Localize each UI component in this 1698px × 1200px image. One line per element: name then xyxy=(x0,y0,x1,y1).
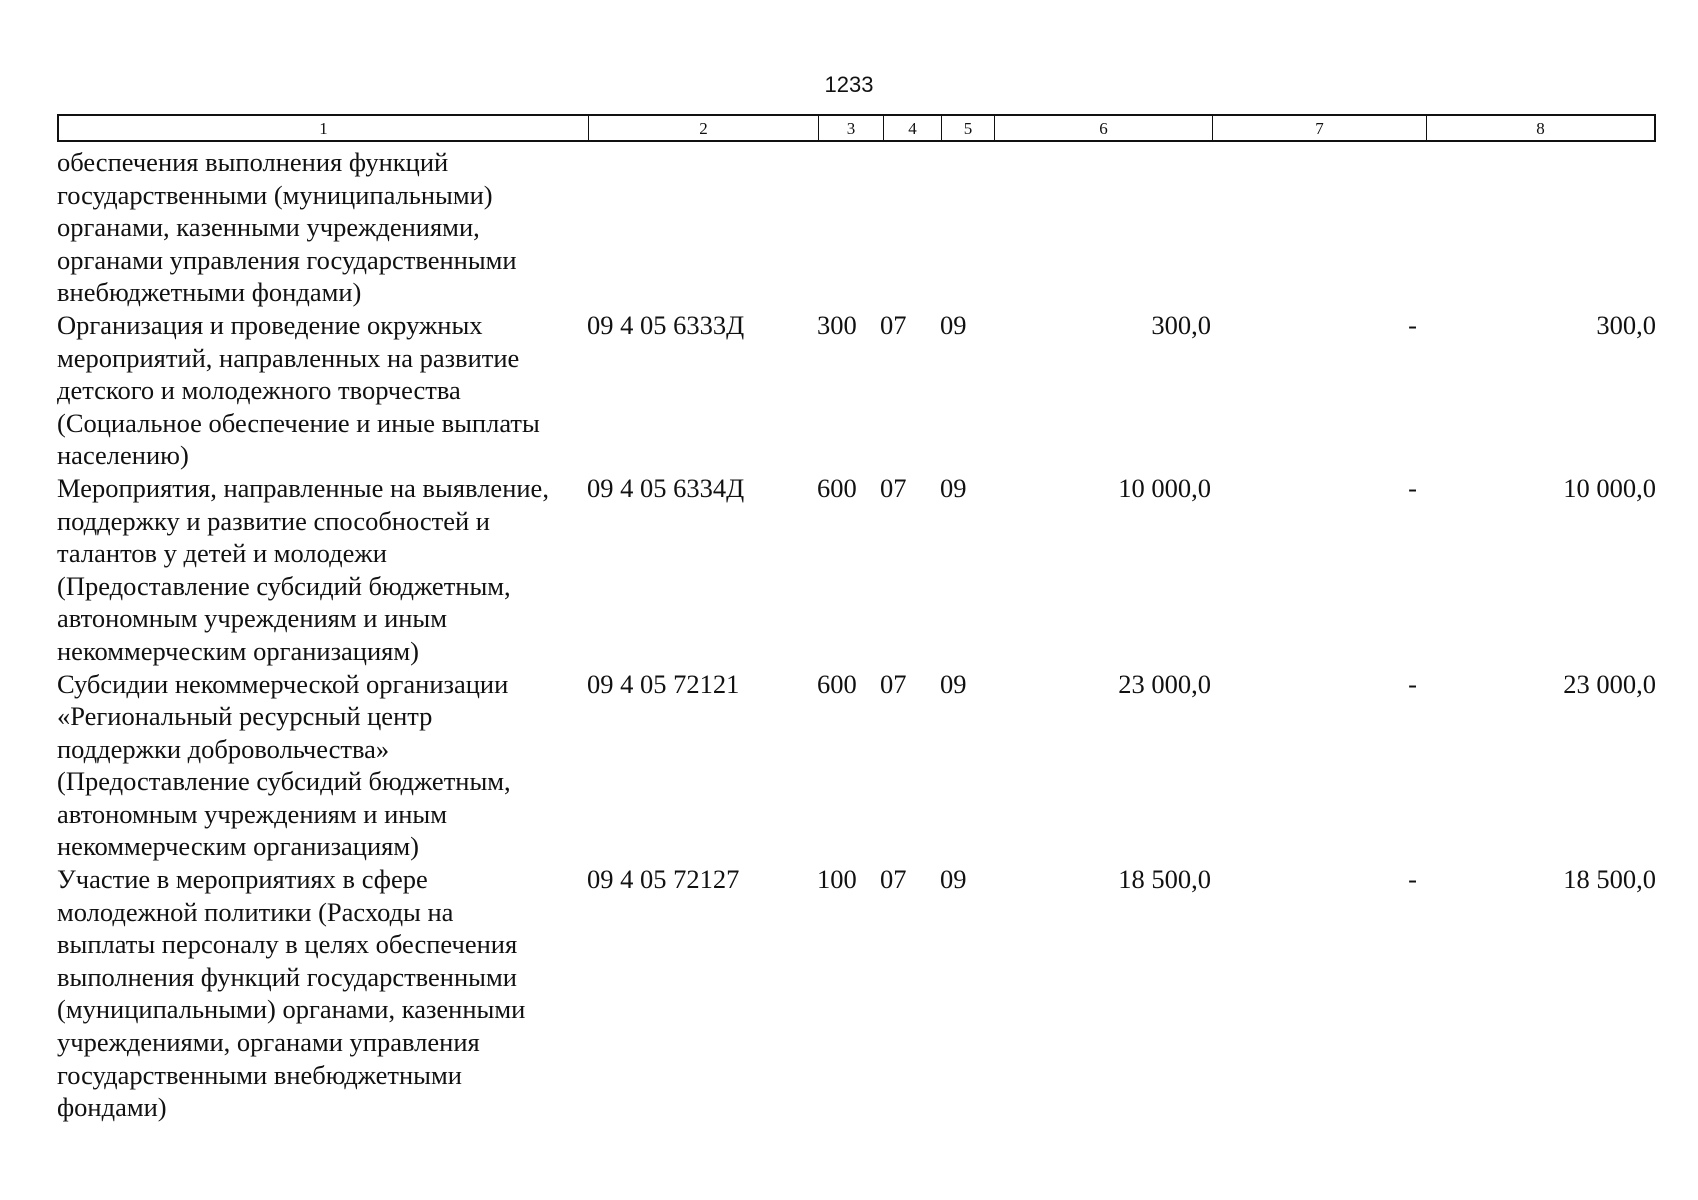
description-line: обеспечения выполнения функций xyxy=(57,147,449,177)
table-body xyxy=(57,146,1656,1124)
description-line: Субсидии некоммерческой организации xyxy=(57,668,509,699)
description-line: Мероприятия, направленные на выявление, xyxy=(57,472,549,503)
row-description xyxy=(57,146,587,309)
row-section xyxy=(880,146,940,309)
header-col-1: 1 xyxy=(59,116,589,140)
row-section: 07 xyxy=(880,668,907,699)
header-col-5: 5 xyxy=(942,116,995,140)
row-total: 10 000,0 xyxy=(1563,472,1656,503)
row-amount xyxy=(993,146,1211,309)
row-subsection: 09 xyxy=(940,472,967,503)
description-line: государственными внебюджетными xyxy=(57,1059,462,1090)
description-line: государственными (муниципальными) xyxy=(57,179,493,210)
row-subsection: 09 xyxy=(940,864,967,895)
description-line: «Региональный ресурсный центр xyxy=(57,701,433,732)
description-line: некоммерческим организациям) xyxy=(57,831,419,862)
row-section: 07 xyxy=(880,472,907,503)
description-line: некоммерческим организациям) xyxy=(57,635,419,666)
table-row xyxy=(57,472,1656,668)
description-line: выплаты персоналу в целях обеспечения xyxy=(57,929,518,960)
description-line: поддержку и развитие способностей и xyxy=(57,505,490,536)
row-amount: 18 500,0 xyxy=(1118,864,1211,895)
row-total: 300,0 xyxy=(1596,309,1656,340)
description-line: Организация и проведение окружных xyxy=(57,309,483,340)
description-line: (Предоставление субсидий бюджетным, xyxy=(57,570,511,601)
header-col-6: 6 xyxy=(995,116,1213,140)
row-type: 300 xyxy=(817,309,857,340)
description-line: органами, казенными учреждениями, xyxy=(57,212,480,243)
row-code: 09 4 05 72127 xyxy=(587,864,740,895)
row-code xyxy=(587,146,817,309)
row-change xyxy=(1211,146,1425,309)
table-row xyxy=(57,146,1656,309)
header-col-8: 8 xyxy=(1536,119,1545,138)
description-line: (муниципальными) органами, казенными xyxy=(57,994,526,1025)
description-line: населению) xyxy=(57,440,189,471)
table-row xyxy=(57,863,1656,1124)
row-amount: 300,0 xyxy=(1151,309,1211,340)
row-change: - xyxy=(1408,864,1417,895)
row-subsection: 09 xyxy=(940,309,967,340)
description-line: внебюджетными фондами) xyxy=(57,277,362,308)
row-type xyxy=(817,146,880,309)
row-total xyxy=(1425,146,1656,309)
description-line: детского и молодежного творчества xyxy=(57,375,461,406)
header-col-4: 4 xyxy=(884,116,942,140)
row-description xyxy=(57,472,587,668)
row-change: - xyxy=(1408,309,1417,340)
row-description xyxy=(57,668,587,864)
row-section: 07 xyxy=(880,864,907,895)
row-code: 09 4 05 6333Д xyxy=(587,309,745,340)
description-line: учреждениями, органами управления xyxy=(57,1027,480,1058)
table-row xyxy=(57,668,1656,864)
description-line: мероприятий, направленных на развитие xyxy=(57,342,520,373)
row-type: 600 xyxy=(817,668,857,699)
row-change: - xyxy=(1408,668,1417,699)
row-amount: 10 000,0 xyxy=(1118,472,1211,503)
description-line: (Социальное обеспечение и иные выплаты xyxy=(57,407,540,438)
description-line: выполнения функций государственными xyxy=(57,961,517,992)
header-col-2: 2 xyxy=(589,116,819,140)
description-line: молодежной политики (Расходы на xyxy=(57,896,454,927)
table-row xyxy=(57,309,1656,472)
row-description xyxy=(57,863,587,1124)
description-line: автономным учреждениям и иным xyxy=(57,603,448,634)
row-total: 23 000,0 xyxy=(1563,668,1656,699)
header-col-3: 3 xyxy=(819,116,884,140)
row-change: - xyxy=(1408,472,1417,503)
row-subsection xyxy=(940,146,993,309)
description-line: фондами) xyxy=(57,1092,167,1123)
row-code: 09 4 05 6334Д xyxy=(587,472,745,503)
row-code: 09 4 05 72121 xyxy=(587,668,740,699)
description-line: поддержки добровольчества» xyxy=(57,733,390,764)
row-subsection: 09 xyxy=(940,668,967,699)
description-line: автономным учреждениям и иным xyxy=(57,798,448,829)
description-line: органами управления государственными xyxy=(57,244,517,275)
header-col-7: 7 xyxy=(1213,116,1427,140)
description-line: Участие в мероприятиях в сфере xyxy=(57,864,428,895)
row-amount: 23 000,0 xyxy=(1118,668,1211,699)
row-type: 100 xyxy=(817,864,857,895)
row-description xyxy=(57,309,587,472)
row-total: 18 500,0 xyxy=(1563,864,1656,895)
description-line: талантов у детей и молодежи xyxy=(57,538,387,569)
table-header-row xyxy=(57,114,1656,142)
row-type: 600 xyxy=(817,472,857,503)
row-section: 07 xyxy=(880,309,907,340)
page-number: 1233 xyxy=(824,72,874,97)
description-line: (Предоставление субсидий бюджетным, xyxy=(57,766,511,797)
